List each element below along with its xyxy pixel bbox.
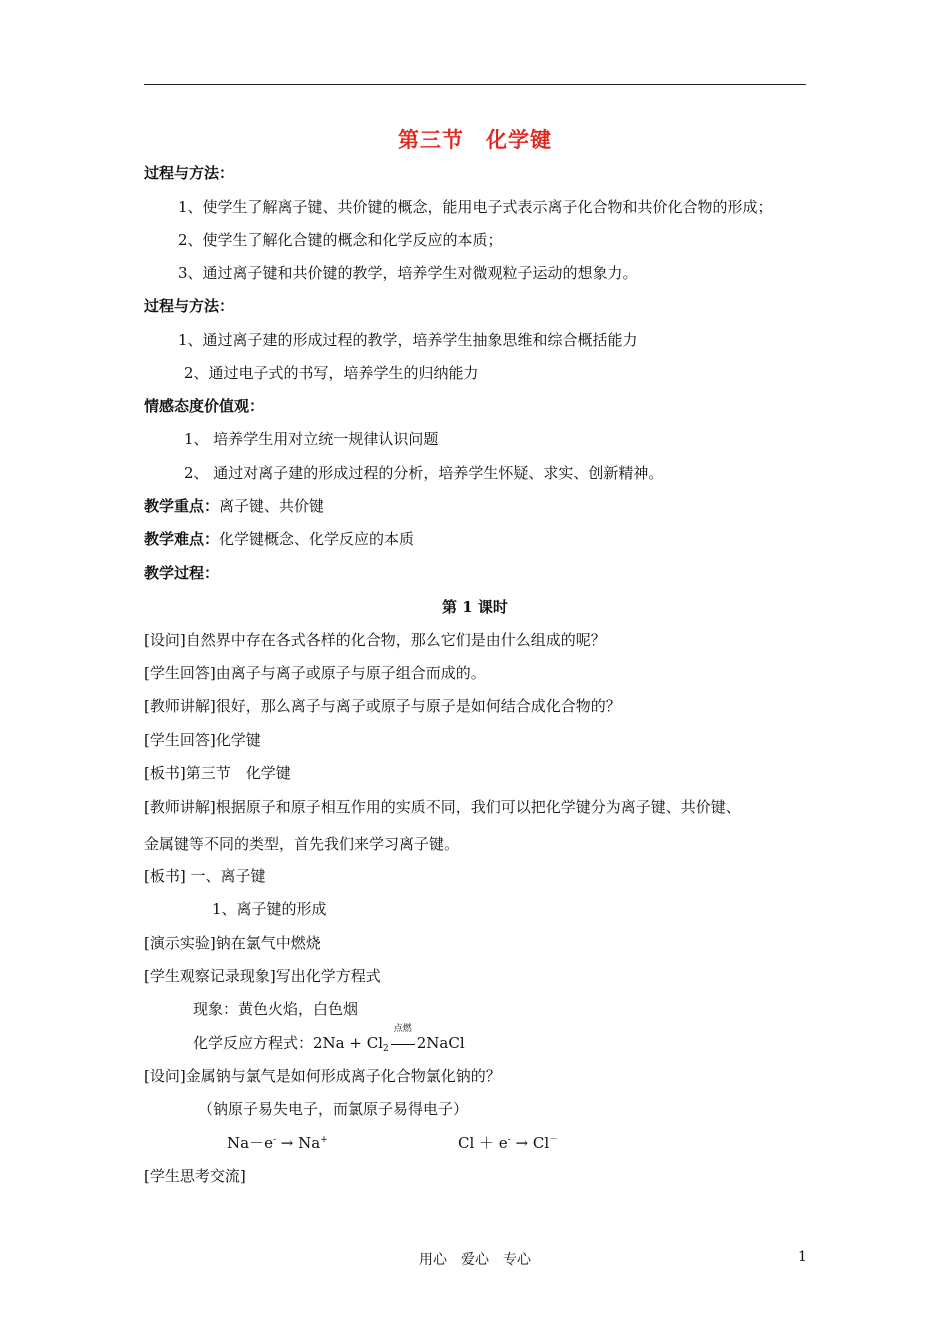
lesson-line: [学生思考交流] bbox=[144, 1167, 246, 1185]
lesson-line: 金属键等不同的类型，首先我们来学习离子键。 bbox=[144, 835, 460, 853]
na-reactant: Na－e bbox=[227, 1134, 273, 1152]
electron-charge: - bbox=[272, 1135, 276, 1145]
difficulty bbox=[144, 529, 414, 549]
objective-item: 1、使学生了解离子键、共价键的概念，能用电子式表示离子化合物和共价化合物的形成； bbox=[178, 198, 773, 216]
key-point-text: 离子键、共价键 bbox=[219, 497, 325, 515]
reaction-condition: 点燃 bbox=[393, 1024, 412, 1034]
objective-item: 3、通过离子键和共价键的教学，培养学生对微观粒子运动的想象力。 bbox=[178, 264, 638, 282]
key-point bbox=[144, 496, 324, 516]
lesson-line: 1、离子键的形成 bbox=[212, 900, 327, 918]
electron-charge: - bbox=[507, 1135, 511, 1145]
chemical-equation bbox=[193, 1024, 465, 1056]
lesson-line: [教师讲解]根据原子和原子相互作用的实质不同，我们可以把化学键分为离子键、共价键、 bbox=[144, 798, 741, 816]
lesson-line: [教师讲解]很好，那么离子与离子或原子与原子是如何结合成化合物的？ bbox=[144, 697, 621, 715]
objective-item: 2、使学生了解化合键的概念和化学反应的本质； bbox=[178, 231, 503, 249]
lesson-hint: （钠原子易失电子，而氯原子易得电子） bbox=[198, 1100, 469, 1118]
section-heading: 过程与方法： bbox=[144, 164, 235, 182]
lesson-line: [学生观察记录现象]写出化学方程式 bbox=[144, 967, 381, 985]
cl-reactant: Cl ＋ e bbox=[458, 1134, 508, 1152]
sodium-ionization bbox=[227, 1133, 328, 1156]
lesson-line: [设问]自然界中存在各式各样的化合物，那么它们是由什么组成的呢？ bbox=[144, 631, 606, 649]
section-heading: 情感态度价值观： bbox=[144, 397, 265, 415]
reaction-arrow bbox=[389, 1024, 417, 1053]
section-heading: 过程与方法： bbox=[144, 297, 235, 315]
equation-left: 2Na + Cl bbox=[313, 1034, 384, 1052]
negative-charge: － bbox=[549, 1135, 559, 1145]
lesson-line: [学生回答]由离子与离子或原子与原子组合而成的。 bbox=[144, 664, 486, 682]
header-rule bbox=[144, 84, 806, 85]
key-point-label: 教学重点： bbox=[144, 497, 220, 515]
lesson-line: [学生回答]化学键 bbox=[144, 731, 261, 749]
objective-item: 2、通过电子式的书写，培养学生的归纳能力 bbox=[184, 364, 479, 382]
arrow-line bbox=[391, 1044, 415, 1045]
lesson-line: [演示实验]钠在氯气中燃烧 bbox=[144, 934, 321, 952]
footer-motto: 用心 爱心 专心 bbox=[419, 1252, 531, 1268]
equation-right: 2NaCl bbox=[416, 1034, 465, 1052]
objective-item: 1、 培养学生用对立统一规律认识问题 bbox=[184, 430, 439, 448]
equation-subscript: 2 bbox=[383, 1044, 389, 1054]
lesson-line: 现象：黄色火焰，白色烟 bbox=[193, 1000, 359, 1018]
difficulty-text: 化学键概念、化学反应的本质 bbox=[219, 530, 415, 548]
arrow-icon: → bbox=[515, 1134, 529, 1152]
lesson-line: [设问]金属钠与氯气是如何形成离子化合物氯化钠的？ bbox=[144, 1067, 501, 1085]
chlorine-ionization bbox=[458, 1133, 558, 1156]
lesson-title: 第 1 课时 bbox=[442, 598, 508, 616]
difficulty-label: 教学难点： bbox=[144, 530, 220, 548]
equation-label: 化学反应方程式： bbox=[193, 1034, 314, 1052]
page-title: 第三节 化学键 bbox=[398, 127, 552, 152]
na-product: Na bbox=[298, 1134, 321, 1152]
positive-charge: + bbox=[320, 1135, 328, 1145]
lesson-line: [板书]第三节 化学键 bbox=[144, 764, 291, 782]
objective-item: 1、通过离子建的形成过程的教学，培养学生抽象思维和综合概括能力 bbox=[178, 331, 638, 349]
arrow-icon: → bbox=[280, 1134, 294, 1152]
lesson-line: [板书] 一、离子键 bbox=[144, 867, 266, 885]
objective-item: 2、 通过对离子建的形成过程的分析，培养学生怀疑、求实、创新精神。 bbox=[184, 464, 664, 482]
process-heading: 教学过程： bbox=[144, 564, 220, 582]
page-number: 1 bbox=[798, 1249, 807, 1265]
cl-product: Cl bbox=[532, 1134, 550, 1152]
